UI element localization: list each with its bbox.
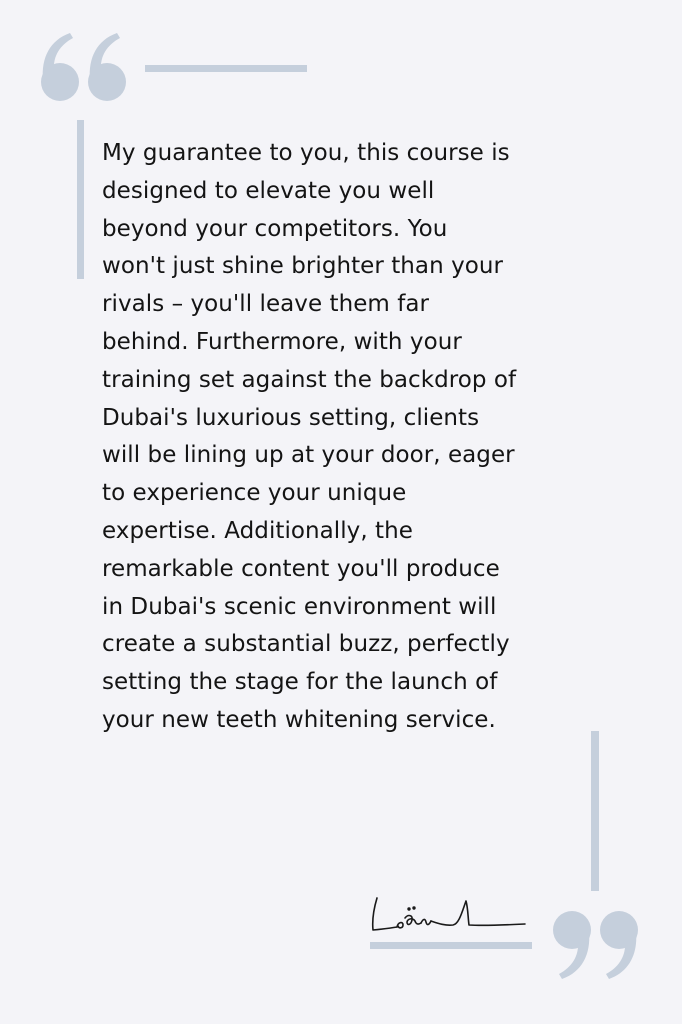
close-quote-icon: [548, 906, 644, 982]
quote-line: Dubai's luxurious setting, clients: [102, 404, 480, 431]
quote-line: rivals – you'll leave them far: [102, 291, 430, 318]
quote-line: won't just shine brighter than your: [102, 253, 503, 280]
signature-image: [365, 888, 535, 940]
quote-line: create a substantial buzz, perfectly: [102, 631, 510, 658]
quote-line: remarkable content you'll produce: [102, 555, 500, 582]
right-accent-bar: [591, 731, 599, 891]
quote-line: beyond your competitors. You: [102, 215, 448, 242]
left-accent-bar: [77, 120, 84, 279]
quote-line: expertise. Additionally, the: [102, 517, 413, 544]
open-quote-icon: [36, 30, 132, 106]
quote-line: your new teeth whitening service.: [102, 706, 496, 733]
testimonial-text: [102, 135, 582, 740]
quote-line: will be lining up at your door, eager: [102, 442, 515, 469]
quote-line: to experience your unique: [102, 480, 407, 507]
bottom-divider: [370, 942, 532, 949]
quote-line: behind. Furthermore, with your: [102, 328, 462, 355]
quote-line: setting the stage for the launch of: [102, 669, 498, 696]
top-divider: [145, 65, 307, 72]
quote-line: My guarantee to you, this course is: [102, 140, 510, 166]
quote-line: training set against the backdrop of: [102, 366, 517, 393]
quote-line: in Dubai's scenic environment will: [102, 593, 497, 620]
quote-line: designed to elevate you well: [102, 177, 435, 204]
